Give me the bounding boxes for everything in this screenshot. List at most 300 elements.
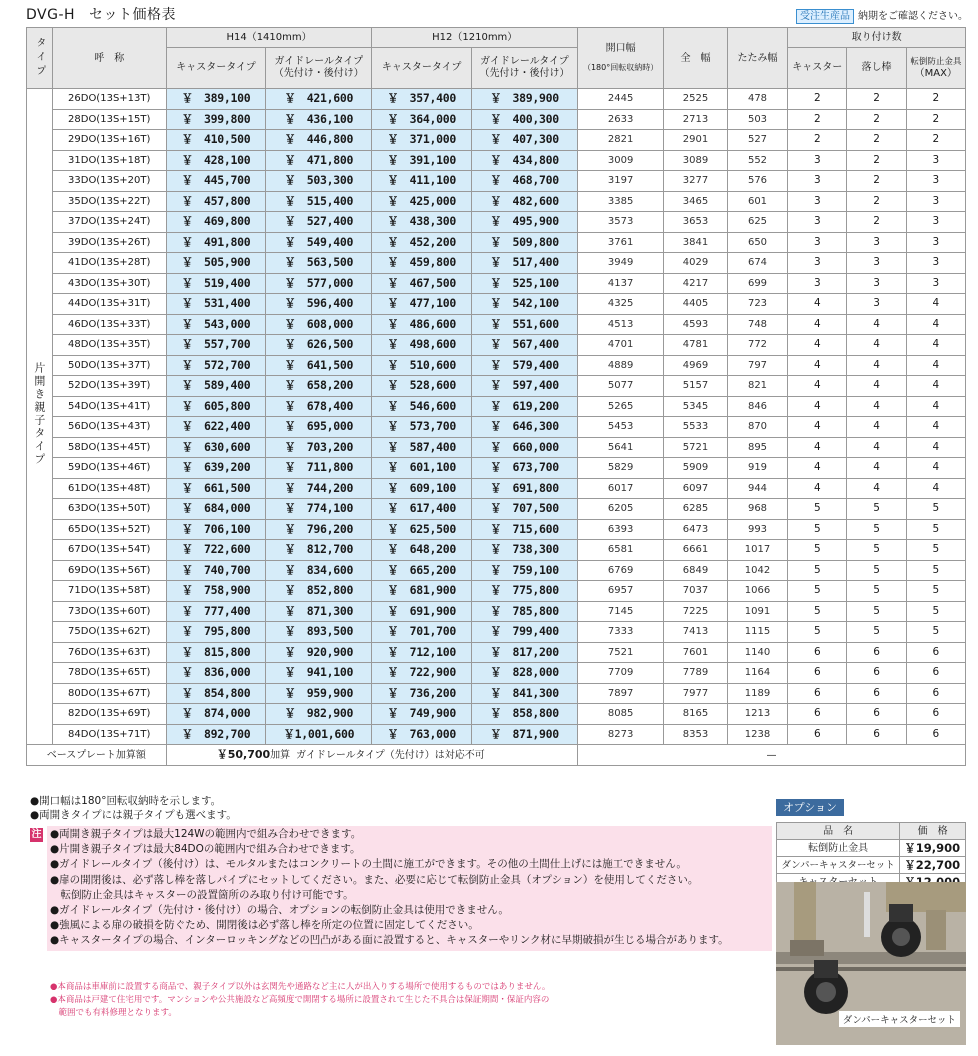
price-h14g: ￥ 515,400 bbox=[266, 191, 372, 212]
size-full: 8165 bbox=[664, 704, 728, 725]
size-fold: 1238 bbox=[727, 724, 787, 745]
count-d: 5 bbox=[847, 581, 906, 602]
price-h12g: ￥ 759,100 bbox=[471, 560, 577, 581]
size-fold: 797 bbox=[727, 355, 787, 376]
product-name: 84DO(13S+71T) bbox=[52, 724, 166, 745]
table-row bbox=[27, 273, 966, 294]
table-row bbox=[27, 212, 966, 233]
price-h14c: ￥ 457,800 bbox=[166, 191, 265, 212]
price-h12g: ￥ 551,600 bbox=[471, 314, 577, 335]
product-name: 35DO(13S+22T) bbox=[52, 191, 166, 212]
product-name: 58DO(13S+45T) bbox=[52, 437, 166, 458]
anti-fall-header: 転倒防止金具 （MAX） bbox=[906, 48, 965, 89]
product-name: 46DO(13S+33T) bbox=[52, 314, 166, 335]
count-d: 2 bbox=[847, 171, 906, 192]
size-full: 7225 bbox=[664, 601, 728, 622]
size-full: 4781 bbox=[664, 335, 728, 356]
product-name: 50DO(13S+37T) bbox=[52, 355, 166, 376]
product-name: 78DO(13S+65T) bbox=[52, 663, 166, 684]
count-d: 4 bbox=[847, 458, 906, 479]
table-row bbox=[27, 130, 966, 151]
pink-notes: ●本商品は車庫前に設置する商品で、親子タイプ以外は玄関先や通路など主に人が出入りする場所で使用するものではありません。 ●本商品は戸建て住宅用です。マンションや公共施設など高頻度で開閉する場所に設置されて生じた不具合は保証期間・保証内容の 範囲でも有料修理となります。 bbox=[50, 982, 551, 1018]
size-fold: 1213 bbox=[727, 704, 787, 725]
size-open: 2633 bbox=[578, 109, 664, 130]
size-full: 5909 bbox=[664, 458, 728, 479]
price-h12c: ￥ 528,600 bbox=[372, 376, 471, 397]
count-d: 6 bbox=[847, 683, 906, 704]
size-full: 6473 bbox=[664, 519, 728, 540]
price-h12c: ￥ 486,600 bbox=[372, 314, 471, 335]
h14-guide-header: ガイドレールタイプ （先付け・後付け） bbox=[266, 48, 372, 89]
count-c: 4 bbox=[788, 355, 847, 376]
count-d: 6 bbox=[847, 704, 906, 725]
count-c: 3 bbox=[788, 253, 847, 274]
h12-guide-header: ガイドレールタイプ （先付け・後付け） bbox=[471, 48, 577, 89]
option-row: ダンパーキャスターセット ￥22,700 bbox=[777, 857, 966, 874]
size-open: 6017 bbox=[578, 478, 664, 499]
option-price-header: 価 格 bbox=[900, 823, 966, 840]
table-row bbox=[27, 499, 966, 520]
count-d: 5 bbox=[847, 519, 906, 540]
count-c: 4 bbox=[788, 314, 847, 335]
price-h12g: ￥ 579,400 bbox=[471, 355, 577, 376]
table-row bbox=[27, 253, 966, 274]
size-fold: 723 bbox=[727, 294, 787, 315]
count-d: 6 bbox=[847, 642, 906, 663]
price-h14g: ￥ 421,600 bbox=[266, 89, 372, 110]
price-h12g: ￥ 871,900 bbox=[471, 724, 577, 745]
price-h12g: ￥ 775,800 bbox=[471, 581, 577, 602]
price-h12c: ￥ 498,600 bbox=[372, 335, 471, 356]
size-fold: 1091 bbox=[727, 601, 787, 622]
price-h14g: ￥ 852,800 bbox=[266, 581, 372, 602]
count-c: 3 bbox=[788, 150, 847, 171]
size-open: 5265 bbox=[578, 396, 664, 417]
price-h12c: ￥ 510,600 bbox=[372, 355, 471, 376]
price-h14g: ￥ 834,600 bbox=[266, 560, 372, 581]
table-row bbox=[27, 478, 966, 499]
count-c: 4 bbox=[788, 376, 847, 397]
price-h14c: ￥ 491,800 bbox=[166, 232, 265, 253]
count-a: 3 bbox=[906, 232, 965, 253]
product-name: 71DO(13S+58T) bbox=[52, 581, 166, 602]
price-h12c: ￥ 573,700 bbox=[372, 417, 471, 438]
caution-notes: ●両開き親子タイプは最大124Wの範囲内で組み合わせできます。 ●片開き親子タイプは最大84DOの範囲内で組み合わせできます。 ●ガイドレールタイプ（後付け）は、モルタルまたはコンクリートの土間に施工ができます。その他の土間仕上げには施工できません。 ●扉の開閉後は、必ず落し棒を落しパイプにセットしてください。また、必要に応じて転倒防止金具（オプション）を使用してください。 転倒防止金具はキャスターの設置箇所のみ取り付け可能です。 ●ガイドレールタイプ（先付け・後付け）の場合、オプションの転倒防止金具は使用できません。 ●強風による扉の破損を防ぐため、開閉後は必ず落し棒を所定の位置に固定してください。 ●キャスタータイプの場合、インターロッキングなどの凹凸がある面に設置すると、キャスターやリンク材に早期破損が生じる場合があります。 bbox=[47, 826, 772, 951]
count-a: 4 bbox=[906, 376, 965, 397]
price-h14c: ￥ 543,000 bbox=[166, 314, 265, 335]
price-h14g: ￥ 678,400 bbox=[266, 396, 372, 417]
count-a: 3 bbox=[906, 191, 965, 212]
count-a: 3 bbox=[906, 171, 965, 192]
price-h14c: ￥ 661,500 bbox=[166, 478, 265, 499]
table-row bbox=[27, 191, 966, 212]
product-name: 26DO(13S+13T) bbox=[52, 89, 166, 110]
size-full: 5157 bbox=[664, 376, 728, 397]
price-h12g: ￥ 495,900 bbox=[471, 212, 577, 233]
price-h14c: ￥ 622,400 bbox=[166, 417, 265, 438]
table-row bbox=[27, 150, 966, 171]
size-fold: 919 bbox=[727, 458, 787, 479]
count-d: 5 bbox=[847, 622, 906, 643]
page-title: DVG-H セット価格表 bbox=[26, 7, 177, 23]
count-a: 5 bbox=[906, 622, 965, 643]
count-c: 4 bbox=[788, 294, 847, 315]
base-plate-label: ベースプレート加算額 bbox=[27, 745, 167, 766]
price-h12c: ￥ 452,200 bbox=[372, 232, 471, 253]
size-full: 3841 bbox=[664, 232, 728, 253]
size-full: 5721 bbox=[664, 437, 728, 458]
count-c: 2 bbox=[788, 89, 847, 110]
size-open: 4701 bbox=[578, 335, 664, 356]
size-full: 4029 bbox=[664, 253, 728, 274]
price-h14c: ￥ 445,700 bbox=[166, 171, 265, 192]
size-fold: 650 bbox=[727, 232, 787, 253]
table-row bbox=[27, 396, 966, 417]
size-full: 6661 bbox=[664, 540, 728, 561]
count-a: 5 bbox=[906, 540, 965, 561]
product-name: 69DO(13S+56T) bbox=[52, 560, 166, 581]
size-fold: 527 bbox=[727, 130, 787, 151]
count-a: 5 bbox=[906, 560, 965, 581]
folded-width-header: たたみ幅 bbox=[727, 28, 787, 89]
product-name: 52DO(13S+39T) bbox=[52, 376, 166, 397]
product-name: 41DO(13S+28T) bbox=[52, 253, 166, 274]
price-h14c: ￥ 795,800 bbox=[166, 622, 265, 643]
size-full: 7789 bbox=[664, 663, 728, 684]
table-row bbox=[27, 540, 966, 561]
size-full: 8353 bbox=[664, 724, 728, 745]
count-c: 5 bbox=[788, 519, 847, 540]
table-row bbox=[27, 560, 966, 581]
size-open: 3009 bbox=[578, 150, 664, 171]
price-h12g: ￥ 517,400 bbox=[471, 253, 577, 274]
price-h14g: ￥ 774,100 bbox=[266, 499, 372, 520]
price-h14c: ￥ 706,100 bbox=[166, 519, 265, 540]
size-full: 3277 bbox=[664, 171, 728, 192]
count-d: 2 bbox=[847, 150, 906, 171]
price-h14g: ￥ 436,100 bbox=[266, 109, 372, 130]
size-full: 4593 bbox=[664, 314, 728, 335]
h12-header: H12（1210mm） bbox=[372, 28, 578, 48]
count-d: 5 bbox=[847, 560, 906, 581]
order-note: 受注生産品 納期をご確認ください。 bbox=[796, 7, 968, 24]
price-h12g: ￥ 525,100 bbox=[471, 273, 577, 294]
size-open: 6581 bbox=[578, 540, 664, 561]
product-name: 37DO(13S+24T) bbox=[52, 212, 166, 233]
price-h12g: ￥ 817,200 bbox=[471, 642, 577, 663]
price-h12c: ￥ 691,900 bbox=[372, 601, 471, 622]
mount-caster-header: キャスター bbox=[788, 48, 847, 89]
table-row bbox=[27, 437, 966, 458]
damper-caster-photo bbox=[776, 882, 966, 1045]
price-h14c: ￥ 589,400 bbox=[166, 376, 265, 397]
price-h14c: ￥ 874,000 bbox=[166, 704, 265, 725]
count-d: 2 bbox=[847, 130, 906, 151]
count-a: 2 bbox=[906, 130, 965, 151]
price-h14c: ￥ 399,800 bbox=[166, 109, 265, 130]
price-h12c: ￥ 763,000 bbox=[372, 724, 471, 745]
price-h12c: ￥ 749,900 bbox=[372, 704, 471, 725]
price-h12c: ￥ 364,000 bbox=[372, 109, 471, 130]
size-full: 6097 bbox=[664, 478, 728, 499]
count-a: 4 bbox=[906, 314, 965, 335]
table-row bbox=[27, 314, 966, 335]
size-open: 7709 bbox=[578, 663, 664, 684]
table-row bbox=[27, 89, 966, 110]
price-h12c: ￥ 665,200 bbox=[372, 560, 471, 581]
count-a: 5 bbox=[906, 519, 965, 540]
table-row bbox=[27, 519, 966, 540]
size-open: 3197 bbox=[578, 171, 664, 192]
price-h12c: ￥ 411,100 bbox=[372, 171, 471, 192]
count-d: 5 bbox=[847, 540, 906, 561]
price-h14c: ￥ 722,600 bbox=[166, 540, 265, 561]
product-name: 56DO(13S+43T) bbox=[52, 417, 166, 438]
count-d: 2 bbox=[847, 109, 906, 130]
size-open: 5453 bbox=[578, 417, 664, 438]
h14-caster-header: キャスタータイプ bbox=[166, 48, 265, 89]
price-h14g: ￥ 549,400 bbox=[266, 232, 372, 253]
count-c: 4 bbox=[788, 396, 847, 417]
count-c: 3 bbox=[788, 212, 847, 233]
count-d: 4 bbox=[847, 478, 906, 499]
price-h14g: ￥ 503,300 bbox=[266, 171, 372, 192]
size-full: 2901 bbox=[664, 130, 728, 151]
price-h14g: ￥ 577,000 bbox=[266, 273, 372, 294]
price-h14c: ￥ 519,400 bbox=[166, 273, 265, 294]
size-fold: 699 bbox=[727, 273, 787, 294]
count-c: 5 bbox=[788, 540, 847, 561]
table-row bbox=[27, 458, 966, 479]
price-h12c: ￥ 391,100 bbox=[372, 150, 471, 171]
price-h12c: ￥ 601,100 bbox=[372, 458, 471, 479]
price-h12c: ￥ 648,200 bbox=[372, 540, 471, 561]
count-d: 5 bbox=[847, 601, 906, 622]
price-h14c: ￥ 854,800 bbox=[166, 683, 265, 704]
size-fold: 1164 bbox=[727, 663, 787, 684]
count-c: 4 bbox=[788, 458, 847, 479]
table-row bbox=[27, 417, 966, 438]
price-h14g: ￥ 796,200 bbox=[266, 519, 372, 540]
size-fold: 1140 bbox=[727, 642, 787, 663]
count-c: 3 bbox=[788, 171, 847, 192]
h12-caster-header: キャスタータイプ bbox=[372, 48, 471, 89]
size-open: 4325 bbox=[578, 294, 664, 315]
product-name: 48DO(13S+35T) bbox=[52, 335, 166, 356]
count-c: 6 bbox=[788, 663, 847, 684]
count-a: 6 bbox=[906, 724, 965, 745]
price-h14g: ￥ 871,300 bbox=[266, 601, 372, 622]
count-a: 5 bbox=[906, 581, 965, 602]
price-h14g: ￥ 920,900 bbox=[266, 642, 372, 663]
price-h12g: ￥ 482,600 bbox=[471, 191, 577, 212]
photo-caption: ダンパーキャスターセット bbox=[839, 1011, 960, 1027]
price-h14c: ￥ 740,700 bbox=[166, 560, 265, 581]
size-full: 7601 bbox=[664, 642, 728, 663]
size-fold: 870 bbox=[727, 417, 787, 438]
count-a: 3 bbox=[906, 212, 965, 233]
table-row bbox=[27, 109, 966, 130]
size-fold: 748 bbox=[727, 314, 787, 335]
price-h14g: ￥ 812,700 bbox=[266, 540, 372, 561]
type-cell: 片開き親子タイプ bbox=[27, 89, 53, 745]
price-h12g: ￥ 828,000 bbox=[471, 663, 577, 684]
price-h14c: ￥ 572,700 bbox=[166, 355, 265, 376]
count-d: 5 bbox=[847, 499, 906, 520]
size-fold: 895 bbox=[727, 437, 787, 458]
table-row bbox=[27, 355, 966, 376]
count-c: 4 bbox=[788, 478, 847, 499]
size-full: 3653 bbox=[664, 212, 728, 233]
count-d: 3 bbox=[847, 253, 906, 274]
count-d: 2 bbox=[847, 191, 906, 212]
price-h12c: ￥ 371,000 bbox=[372, 130, 471, 151]
count-d: 2 bbox=[847, 89, 906, 110]
price-h12c: ￥ 438,300 bbox=[372, 212, 471, 233]
size-fold: 1042 bbox=[727, 560, 787, 581]
size-full: 4217 bbox=[664, 273, 728, 294]
size-full: 3089 bbox=[664, 150, 728, 171]
price-h12g: ￥ 673,700 bbox=[471, 458, 577, 479]
size-fold: 601 bbox=[727, 191, 787, 212]
count-a: 6 bbox=[906, 642, 965, 663]
product-name: 39DO(13S+26T) bbox=[52, 232, 166, 253]
size-open: 3573 bbox=[578, 212, 664, 233]
size-open: 2821 bbox=[578, 130, 664, 151]
price-h12g: ￥ 785,800 bbox=[471, 601, 577, 622]
price-h14g: ￥ 641,500 bbox=[266, 355, 372, 376]
price-h14g: ￥ 563,500 bbox=[266, 253, 372, 274]
count-a: 4 bbox=[906, 355, 965, 376]
size-fold: 1189 bbox=[727, 683, 787, 704]
size-open: 6205 bbox=[578, 499, 664, 520]
price-h12g: ￥ 841,300 bbox=[471, 683, 577, 704]
size-fold: 846 bbox=[727, 396, 787, 417]
price-h12g: ￥ 542,100 bbox=[471, 294, 577, 315]
size-open: 6769 bbox=[578, 560, 664, 581]
price-h12g: ￥ 434,800 bbox=[471, 150, 577, 171]
count-c: 6 bbox=[788, 704, 847, 725]
price-h14g: ￥ 658,200 bbox=[266, 376, 372, 397]
count-c: 4 bbox=[788, 335, 847, 356]
size-open: 8085 bbox=[578, 704, 664, 725]
product-name: 67DO(13S+54T) bbox=[52, 540, 166, 561]
drop-bar-header: 落し棒 bbox=[847, 48, 906, 89]
price-h12c: ￥ 722,900 bbox=[372, 663, 471, 684]
size-full: 5345 bbox=[664, 396, 728, 417]
count-c: 2 bbox=[788, 130, 847, 151]
price-h14c: ￥ 428,100 bbox=[166, 150, 265, 171]
count-c: 3 bbox=[788, 232, 847, 253]
size-full: 6285 bbox=[664, 499, 728, 520]
price-h14g: ￥ 596,400 bbox=[266, 294, 372, 315]
price-h12g: ￥ 400,300 bbox=[471, 109, 577, 130]
price-h14c: ￥ 639,200 bbox=[166, 458, 265, 479]
option-row: 転倒防止金具 ￥19,900 bbox=[777, 840, 966, 857]
mount-count-header: 取り付け数 bbox=[788, 28, 966, 48]
size-open: 6393 bbox=[578, 519, 664, 540]
price-h12c: ￥ 546,600 bbox=[372, 396, 471, 417]
full-width-header: 全 幅 bbox=[664, 28, 728, 89]
price-h14c: ￥ 892,700 bbox=[166, 724, 265, 745]
h14-header: H14（1410mm） bbox=[166, 28, 372, 48]
table-row bbox=[27, 642, 966, 663]
size-fold: 478 bbox=[727, 89, 787, 110]
price-h12c: ￥ 736,200 bbox=[372, 683, 471, 704]
price-h14g: ￥ 982,900 bbox=[266, 704, 372, 725]
basic-notes: ●開口幅は180°回転収納時を示します。 ●両開きタイプには親子タイプも選べます。 bbox=[30, 795, 237, 821]
price-h12g: ￥ 691,800 bbox=[471, 478, 577, 499]
product-name: 65DO(13S+52T) bbox=[52, 519, 166, 540]
count-a: 3 bbox=[906, 273, 965, 294]
size-open: 5077 bbox=[578, 376, 664, 397]
price-h12g: ￥ 738,300 bbox=[471, 540, 577, 561]
product-name: 59DO(13S+46T) bbox=[52, 458, 166, 479]
count-d: 4 bbox=[847, 355, 906, 376]
price-h12g: ￥ 619,200 bbox=[471, 396, 577, 417]
count-a: 2 bbox=[906, 109, 965, 130]
price-h14c: ￥ 557,700 bbox=[166, 335, 265, 356]
size-fold: 1017 bbox=[727, 540, 787, 561]
price-h14g: ￥ 959,900 bbox=[266, 683, 372, 704]
count-d: 4 bbox=[847, 437, 906, 458]
size-fold: 968 bbox=[727, 499, 787, 520]
price-h14c: ￥ 410,500 bbox=[166, 130, 265, 151]
price-h14c: ￥ 389,100 bbox=[166, 89, 265, 110]
price-h12c: ￥ 459,800 bbox=[372, 253, 471, 274]
option-table bbox=[776, 822, 966, 891]
size-fold: 503 bbox=[727, 109, 787, 130]
price-h12c: ￥ 425,000 bbox=[372, 191, 471, 212]
price-h14c: ￥ 758,900 bbox=[166, 581, 265, 602]
count-c: 6 bbox=[788, 642, 847, 663]
caution-badge: 注 bbox=[31, 829, 42, 840]
size-open: 4513 bbox=[578, 314, 664, 335]
size-full: 4969 bbox=[664, 355, 728, 376]
price-h12c: ￥ 587,400 bbox=[372, 437, 471, 458]
count-d: 6 bbox=[847, 663, 906, 684]
count-d: 4 bbox=[847, 396, 906, 417]
size-open: 3761 bbox=[578, 232, 664, 253]
size-fold: 625 bbox=[727, 212, 787, 233]
table-row bbox=[27, 622, 966, 643]
price-h12g: ￥ 567,400 bbox=[471, 335, 577, 356]
count-d: 6 bbox=[847, 724, 906, 745]
price-h14g: ￥ 695,000 bbox=[266, 417, 372, 438]
price-h12g: ￥ 468,700 bbox=[471, 171, 577, 192]
count-a: 4 bbox=[906, 335, 965, 356]
price-h14g: ￥ 446,800 bbox=[266, 130, 372, 151]
size-fold: 674 bbox=[727, 253, 787, 274]
price-h12c: ￥ 617,400 bbox=[372, 499, 471, 520]
price-h14c: ￥ 630,600 bbox=[166, 437, 265, 458]
product-name: 73DO(13S+60T) bbox=[52, 601, 166, 622]
size-full: 3465 bbox=[664, 191, 728, 212]
price-h14g: ￥ 626,500 bbox=[266, 335, 372, 356]
count-a: 4 bbox=[906, 437, 965, 458]
price-h14g: ￥ 527,400 bbox=[266, 212, 372, 233]
count-c: 5 bbox=[788, 560, 847, 581]
count-a: 3 bbox=[906, 253, 965, 274]
price-h12g: ￥ 597,400 bbox=[471, 376, 577, 397]
table-row bbox=[27, 601, 966, 622]
size-open: 7333 bbox=[578, 622, 664, 643]
product-name: 82DO(13S+69T) bbox=[52, 704, 166, 725]
opening-header: 開口幅 （180°回転収納時） bbox=[578, 28, 664, 89]
price-h12g: ￥ 660,000 bbox=[471, 437, 577, 458]
price-h14g: ￥ 744,200 bbox=[266, 478, 372, 499]
price-h14g: ￥ 471,800 bbox=[266, 150, 372, 171]
